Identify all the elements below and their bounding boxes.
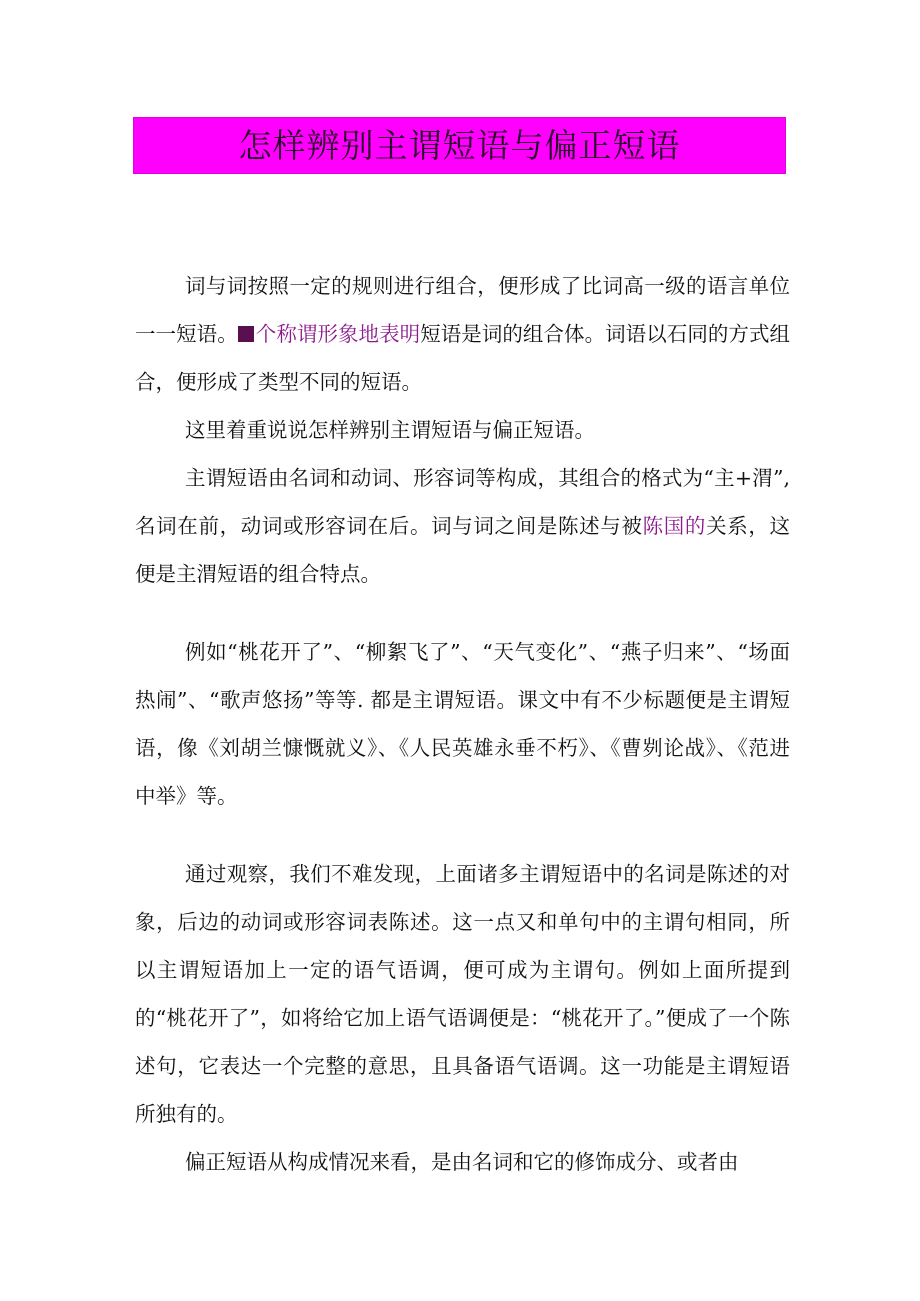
paragraph-1-highlight: 个称谓形象地表明 — [255, 322, 421, 346]
paragraph-3-text-b: 关系，这便是主渭短语的组合特点。 — [135, 514, 791, 586]
document-title: 怎样辨别主谓短语与偏正短语 — [238, 126, 681, 165]
paragraph-4: 例如“桃花开了”、“柳絮飞了”、“天气变化”、“燕子归来”、“场面热闹”、“歌声悠扬”等等. 都是主谓短语。课文中有不少标题便是主谓短语，像《刘胡兰慷慨就义》、《人民英雄永垂不朽》、《曹刿论战》、《范进中举》等。 — [135, 640, 790, 808]
title-banner — [133, 117, 786, 174]
paragraph-1-text-b: 短语是词的组合体。词语以石同的方式组合，便形成了类型不同的短语。 — [135, 322, 791, 394]
paragraph-3-text-a: 主谓短语由名词和动词、形容词等构成，其组合的格式为“主+渭”, 名词在前，动词或形容词在后。词与词之间是陈述与被 — [135, 466, 790, 538]
paragraph-1-text-a: 词与词按照一定的规则进行组合，便形成了比词高一级的语言单位一一短语。 — [135, 274, 790, 346]
paragraph-2: 这里着重说说怎样辨别主谓短语与偏正短语。 — [185, 418, 595, 442]
paragraph-1 — [135, 262, 790, 406]
paragraph-6: 偏正短语从构成情况来看，是由名词和它的修饰成分、或者由 — [185, 1150, 739, 1174]
square-bullet-icon — [238, 326, 254, 342]
document-body — [135, 262, 790, 1186]
paragraph-3-highlight: 陈国的 — [642, 514, 707, 538]
paragraph-5: 通过观察，我们不难发现，上面诸多主谓短语中的名词是陈述的对象，后边的动词或形容词表陈述。这一点又和单句中的主谓句相同，所以主谓短语加上一定的语气语调，便可成为主谓句。例如上面所提到的“桃花开了”，如将给它加上语气语调便是：“桃花开了。”便成了一个陈述句，它表达一个完整的意思，且具备语气语调。这一功能是主谓短语所独有的。 — [135, 862, 790, 1126]
paragraph-3 — [135, 454, 790, 598]
